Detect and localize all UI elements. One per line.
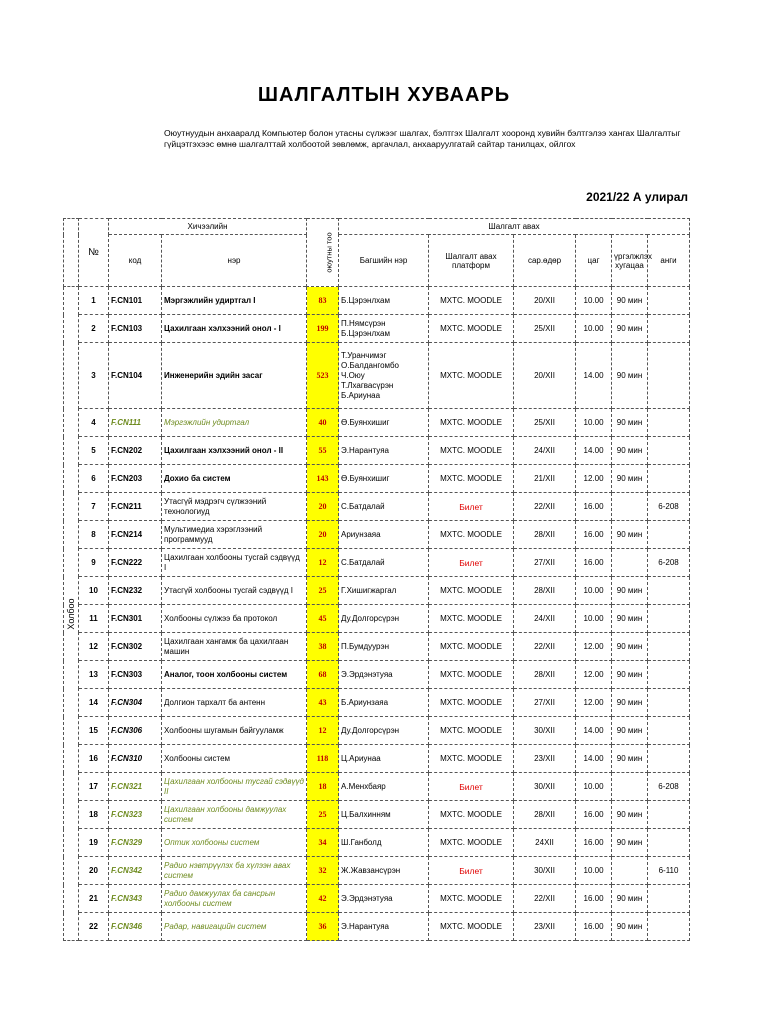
exam-date: 28/XII xyxy=(514,801,576,829)
table-row xyxy=(64,287,690,315)
exam-duration: 90 мин xyxy=(612,287,648,315)
exam-room xyxy=(648,521,690,549)
exam-duration: 90 мин xyxy=(612,465,648,493)
exam-date: 24XII xyxy=(514,829,576,857)
exam-platform: МХТС. MOODLE xyxy=(429,577,514,605)
teacher-name: Э.Нарантуяа xyxy=(339,913,429,941)
exam-platform: МХТС. MOODLE xyxy=(429,315,514,343)
course-name: Аналог, тоон холбооны систем xyxy=(162,661,307,689)
teacher-name: Ө.Буянхишиг xyxy=(339,465,429,493)
teacher-name: Э.Нарантуяа xyxy=(339,437,429,465)
exam-time: 12.00 xyxy=(576,465,612,493)
exam-room xyxy=(648,661,690,689)
header-exam-group: Шалгалт авах xyxy=(339,219,690,235)
teacher-name: П.Бумдуурэн xyxy=(339,633,429,661)
exam-room xyxy=(648,829,690,857)
table-row xyxy=(64,913,690,941)
exam-platform: МХТС. MOODLE xyxy=(429,661,514,689)
course-code: F.CN323 xyxy=(109,801,162,829)
row-number: 8 xyxy=(79,521,109,549)
exam-duration: 90 мин xyxy=(612,521,648,549)
table-row xyxy=(64,465,690,493)
exam-time: 14.00 xyxy=(576,745,612,773)
exam-time: 16.00 xyxy=(576,493,612,521)
exam-duration: 90 мин xyxy=(612,315,648,343)
course-code: F.CN302 xyxy=(109,633,162,661)
exam-duration xyxy=(612,773,648,801)
exam-platform: МХТС. MOODLE xyxy=(429,829,514,857)
student-count: 55 xyxy=(307,437,339,465)
semester-label: 2021/22 А улирал xyxy=(586,190,688,204)
header-date: сар.өдөр xyxy=(514,235,576,287)
row-number: 2 xyxy=(79,315,109,343)
exam-duration xyxy=(612,549,648,577)
exam-date: 21/XII xyxy=(514,465,576,493)
exam-time: 14.00 xyxy=(576,343,612,409)
exam-duration: 90 мин xyxy=(612,745,648,773)
table-row xyxy=(64,437,690,465)
student-count: 523 xyxy=(307,343,339,409)
exam-time: 10.00 xyxy=(576,409,612,437)
row-number: 12 xyxy=(79,633,109,661)
table-row xyxy=(64,857,690,885)
exam-room xyxy=(648,465,690,493)
row-number: 20 xyxy=(79,857,109,885)
exam-time: 12.00 xyxy=(576,661,612,689)
exam-date: 30/XII xyxy=(514,717,576,745)
teacher-name: Ж.Жавзансүрэн xyxy=(339,857,429,885)
header-platform: Шалгалт авах платформ xyxy=(429,235,514,287)
exam-room xyxy=(648,633,690,661)
course-code: F.CN203 xyxy=(109,465,162,493)
table-row xyxy=(64,661,690,689)
exam-room xyxy=(648,801,690,829)
exam-date: 20/XII xyxy=(514,343,576,409)
student-count: 199 xyxy=(307,315,339,343)
exam-duration xyxy=(612,857,648,885)
exam-time: 12.00 xyxy=(576,633,612,661)
exam-duration: 90 мин xyxy=(612,913,648,941)
exam-room xyxy=(648,689,690,717)
exam-room xyxy=(648,409,690,437)
course-code: F.CN202 xyxy=(109,437,162,465)
exam-duration: 90 мин xyxy=(612,661,648,689)
header-name: нэр xyxy=(162,235,307,287)
course-name: Холбооны сүлжээ ба протокол xyxy=(162,605,307,633)
exam-time: 10.00 xyxy=(576,577,612,605)
intro-text: Оюутнуудын анхааралд Компьютер болон утасны сүлжээг шалгах, бэлтгэх Шалгалт хооронд хувийн бэлтгэлээ хангах Шалгалтыг гүйцэтгэхээс өмнө шалгалттай холбоотой зөвлөмж, аргачлал, анхааруулгатай сайтар танилцах, ойлгох xyxy=(164,128,681,149)
course-code: F.CN346 xyxy=(109,913,162,941)
row-number: 19 xyxy=(79,829,109,857)
course-code: F.CN306 xyxy=(109,717,162,745)
exam-platform: МХТС. MOODLE xyxy=(429,465,514,493)
teacher-name: А.Менхбаяр xyxy=(339,773,429,801)
table-row xyxy=(64,829,690,857)
student-count: 45 xyxy=(307,605,339,633)
exam-time: 16.00 xyxy=(576,913,612,941)
teacher-name: Ду.Долгорсүрэн xyxy=(339,605,429,633)
course-code: F.CN310 xyxy=(109,745,162,773)
student-count: 38 xyxy=(307,633,339,661)
student-count: 18 xyxy=(307,773,339,801)
side-label: Холбоо xyxy=(66,597,76,630)
exam-room: 6-208 xyxy=(648,549,690,577)
header-student-count xyxy=(307,219,339,287)
exam-platform: МХТС. MOODLE xyxy=(429,717,514,745)
exam-platform: Билет xyxy=(429,493,514,521)
course-code: F.CN232 xyxy=(109,577,162,605)
exam-room: 6-110 xyxy=(648,857,690,885)
row-number: 15 xyxy=(79,717,109,745)
exam-room xyxy=(648,913,690,941)
student-count: 34 xyxy=(307,829,339,857)
exam-duration: 90 мин xyxy=(612,801,648,829)
exam-time: 10.00 xyxy=(576,773,612,801)
exam-date: 23/XII xyxy=(514,745,576,773)
student-count: 12 xyxy=(307,549,339,577)
teacher-name: Э.Эрдэнэтуяа xyxy=(339,661,429,689)
side-label-cell xyxy=(64,287,79,941)
exam-date: 30/XII xyxy=(514,857,576,885)
student-count: 40 xyxy=(307,409,339,437)
row-number: 9 xyxy=(79,549,109,577)
course-code: F.CN342 xyxy=(109,857,162,885)
course-code: F.CN303 xyxy=(109,661,162,689)
page-title: ШАЛГАЛТЫН ХУВААРЬ xyxy=(257,84,511,106)
student-count: 25 xyxy=(307,577,339,605)
table-row xyxy=(64,633,690,661)
teacher-name: Ц.Балхинням xyxy=(339,801,429,829)
exam-time: 12.00 xyxy=(576,689,612,717)
course-code: F.CN304 xyxy=(109,689,162,717)
exam-date: 22/XII xyxy=(514,493,576,521)
exam-room: 6-208 xyxy=(648,493,690,521)
table-row xyxy=(64,773,690,801)
table-row xyxy=(64,409,690,437)
student-count: 143 xyxy=(307,465,339,493)
row-number: 7 xyxy=(79,493,109,521)
row-number: 11 xyxy=(79,605,109,633)
row-number: 14 xyxy=(79,689,109,717)
course-name: Холбооны шугамын байгууламж xyxy=(162,717,307,745)
exam-platform: МХТС. MOODLE xyxy=(429,801,514,829)
exam-duration: 90 мин xyxy=(612,605,648,633)
side-header-blank xyxy=(64,219,79,287)
exam-room xyxy=(648,717,690,745)
exam-date: 22/XII xyxy=(514,633,576,661)
exam-schedule-table xyxy=(63,218,690,941)
exam-duration xyxy=(612,493,648,521)
exam-platform: МХТС. MOODLE xyxy=(429,885,514,913)
course-code: F.CN343 xyxy=(109,885,162,913)
table-row xyxy=(64,717,690,745)
header-student-count-label: оюутны тоо xyxy=(324,232,334,273)
teacher-name: Б.Ариунзаяа xyxy=(339,689,429,717)
exam-platform: МХТС. MOODLE xyxy=(429,437,514,465)
exam-room: 6-208 xyxy=(648,773,690,801)
teacher-name: Б.Цэрэнлхам xyxy=(339,287,429,315)
teacher-name: Ц.Ариунаа xyxy=(339,745,429,773)
header-time: цаг xyxy=(576,235,612,287)
table-row xyxy=(64,689,690,717)
course-code: F.CN329 xyxy=(109,829,162,857)
exam-room xyxy=(648,577,690,605)
exam-date: 23/XII xyxy=(514,913,576,941)
student-count: 42 xyxy=(307,885,339,913)
course-name: Цахилгаан хэлхээний онол - I xyxy=(162,315,307,343)
row-number: 22 xyxy=(79,913,109,941)
student-count: 36 xyxy=(307,913,339,941)
exam-date: 28/XII xyxy=(514,577,576,605)
teacher-name: Э.Эрдэнэтуяа xyxy=(339,885,429,913)
exam-platform: МХТС. MOODLE xyxy=(429,633,514,661)
exam-duration: 90 мин xyxy=(612,829,648,857)
header-code: код xyxy=(109,235,162,287)
exam-platform: МХТС. MOODLE xyxy=(429,689,514,717)
student-count: 20 xyxy=(307,493,339,521)
teacher-name: Г.Хишигжаргал xyxy=(339,577,429,605)
table-row xyxy=(64,315,690,343)
course-name: Дохио ба систем xyxy=(162,465,307,493)
exam-platform: Билет xyxy=(429,773,514,801)
exam-date: 27/XII xyxy=(514,549,576,577)
exam-platform: МХТС. MOODLE xyxy=(429,521,514,549)
row-number: 18 xyxy=(79,801,109,829)
header-course-group: Хичээлийн xyxy=(109,219,307,235)
course-code: F.CN101 xyxy=(109,287,162,315)
student-count: 118 xyxy=(307,745,339,773)
student-count: 12 xyxy=(307,717,339,745)
row-number: 5 xyxy=(79,437,109,465)
row-number: 16 xyxy=(79,745,109,773)
course-name: Цахилгаан холбооны дамжуулах систем xyxy=(162,801,307,829)
course-name: Мэргэжлийн удиртгал I xyxy=(162,287,307,315)
row-number: 17 xyxy=(79,773,109,801)
exam-duration: 90 мин xyxy=(612,343,648,409)
exam-date: 28/XII xyxy=(514,521,576,549)
student-count: 83 xyxy=(307,287,339,315)
table-row xyxy=(64,493,690,521)
header-teacher: Багшийн нэр xyxy=(339,235,429,287)
exam-date: 25/XII xyxy=(514,315,576,343)
exam-date: 24/XII xyxy=(514,437,576,465)
exam-platform: МХТС. MOODLE xyxy=(429,913,514,941)
row-number: 3 xyxy=(79,343,109,409)
exam-platform: МХТС. MOODLE xyxy=(429,409,514,437)
exam-duration: 90 мин xyxy=(612,717,648,745)
exam-room xyxy=(648,885,690,913)
exam-date: 28/XII xyxy=(514,661,576,689)
table-row xyxy=(64,885,690,913)
row-number: 6 xyxy=(79,465,109,493)
row-number: 1 xyxy=(79,287,109,315)
header-room: анги xyxy=(648,235,690,287)
course-code: F.CN211 xyxy=(109,493,162,521)
teacher-name: С.Батдалай xyxy=(339,493,429,521)
student-count: 25 xyxy=(307,801,339,829)
header-duration: үргэлжлэх хугацаа xyxy=(612,235,648,287)
course-name: Радио нэвтрүүлэх ба хүлээн авах систем xyxy=(162,857,307,885)
teacher-name: Ш.Ганболд xyxy=(339,829,429,857)
exam-room xyxy=(648,315,690,343)
teacher-name: Ду.Долгорсүрэн xyxy=(339,717,429,745)
course-name: Мультимедиа хэрэглээний программууд xyxy=(162,521,307,549)
course-name: Утасгүй мэдрэгч сүлжээний технологиуд xyxy=(162,493,307,521)
row-number: 4 xyxy=(79,409,109,437)
course-name: Радио дамжуулах ба сансрын холбооны систем xyxy=(162,885,307,913)
exam-time: 16.00 xyxy=(576,801,612,829)
exam-duration: 90 мин xyxy=(612,689,648,717)
exam-date: 27/XII xyxy=(514,689,576,717)
course-code: F.CN321 xyxy=(109,773,162,801)
course-code: F.CN104 xyxy=(109,343,162,409)
exam-time: 10.00 xyxy=(576,857,612,885)
student-count: 68 xyxy=(307,661,339,689)
exam-platform: Билет xyxy=(429,857,514,885)
exam-platform: МХТС. MOODLE xyxy=(429,605,514,633)
exam-time: 10.00 xyxy=(576,287,612,315)
teacher-name: Ө.Буянхишиг xyxy=(339,409,429,437)
exam-date: 22/XII xyxy=(514,885,576,913)
exam-date: 20/XII xyxy=(514,287,576,315)
course-name: Утасгүй холбооны тусгай сэдвүүд I xyxy=(162,577,307,605)
course-name: Оптик холбооны систем xyxy=(162,829,307,857)
exam-time: 16.00 xyxy=(576,885,612,913)
exam-time: 10.00 xyxy=(576,605,612,633)
course-name: Цахилгаан хангамж ба цахилгаан машин xyxy=(162,633,307,661)
teacher-name: С.Батдалай xyxy=(339,549,429,577)
table-row xyxy=(64,801,690,829)
course-name: Холбооны систем xyxy=(162,745,307,773)
course-name: Радар, навигацийн систем xyxy=(162,913,307,941)
course-name: Долгион тархалт ба антенн xyxy=(162,689,307,717)
table-row xyxy=(64,605,690,633)
course-code: F.CN111 xyxy=(109,409,162,437)
table-row xyxy=(64,521,690,549)
teacher-name: П.Нямсүрэн Б.Цэрэнлхам xyxy=(339,315,429,343)
student-count: 43 xyxy=(307,689,339,717)
exam-platform: МХТС. MOODLE xyxy=(429,745,514,773)
exam-platform: МХТС. MOODLE xyxy=(429,287,514,315)
exam-duration: 90 мин xyxy=(612,633,648,661)
exam-room xyxy=(648,287,690,315)
table-row xyxy=(64,745,690,773)
row-number: 10 xyxy=(79,577,109,605)
exam-platform: Билет xyxy=(429,549,514,577)
exam-date: 25/XII xyxy=(514,409,576,437)
exam-time: 16.00 xyxy=(576,549,612,577)
course-name: Цахилгаан холбооны тусгай сэдвүүд II xyxy=(162,773,307,801)
exam-room xyxy=(648,605,690,633)
course-name: Цахилгаан хэлхээний онол - II xyxy=(162,437,307,465)
table-row xyxy=(64,343,690,409)
course-name: Инженерийн эдийн засаг xyxy=(162,343,307,409)
header-number: № xyxy=(79,219,109,287)
course-name: Мэргэжлийн удиртгал xyxy=(162,409,307,437)
row-number: 21 xyxy=(79,885,109,913)
exam-time: 14.00 xyxy=(576,717,612,745)
course-name: Цахилгаан холбооны тусгай сэдвүүд I xyxy=(162,549,307,577)
exam-room xyxy=(648,437,690,465)
table-row xyxy=(64,549,690,577)
exam-duration: 90 мин xyxy=(612,437,648,465)
exam-date: 30/XII xyxy=(514,773,576,801)
teacher-name: Ариунзаяа xyxy=(339,521,429,549)
row-number: 13 xyxy=(79,661,109,689)
exam-platform: МХТС. MOODLE xyxy=(429,343,514,409)
course-code: F.CN103 xyxy=(109,315,162,343)
exam-time: 14.00 xyxy=(576,437,612,465)
exam-room xyxy=(648,745,690,773)
course-code: F.CN214 xyxy=(109,521,162,549)
exam-duration: 90 мин xyxy=(612,885,648,913)
student-count: 20 xyxy=(307,521,339,549)
exam-room xyxy=(648,343,690,409)
student-count: 32 xyxy=(307,857,339,885)
course-code: F.CN301 xyxy=(109,605,162,633)
course-code: F.CN222 xyxy=(109,549,162,577)
exam-time: 10.00 xyxy=(576,315,612,343)
exam-time: 16.00 xyxy=(576,521,612,549)
exam-date: 24/XII xyxy=(514,605,576,633)
teacher-name: Т.Уранчимэг О.Балдангомбо Ч.Оюу Т.Лхагвасүрэн Б.Ариунаа xyxy=(339,343,429,409)
exam-duration: 90 мин xyxy=(612,577,648,605)
exam-duration: 90 мин xyxy=(612,409,648,437)
exam-time: 16.00 xyxy=(576,829,612,857)
table-row xyxy=(64,577,690,605)
